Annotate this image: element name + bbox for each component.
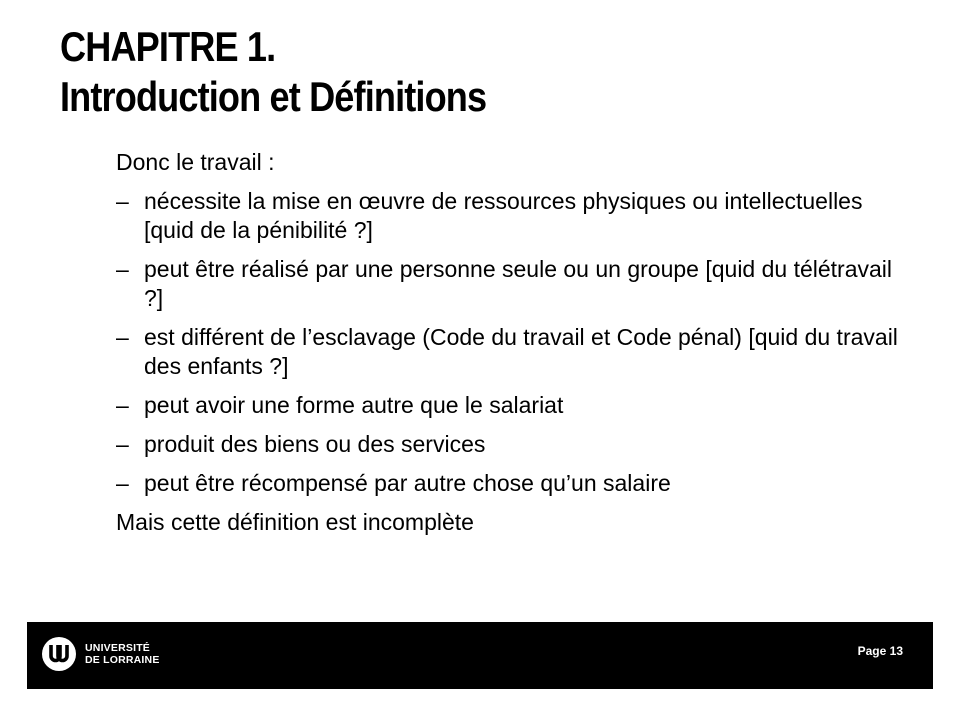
slide-title [60,22,486,122]
bullet-marker: – [116,431,129,457]
bullet-text: est différent de l’esclavage (Code du travail et Code pénal) [quid du travail des enfants ?] [144,324,898,379]
list-item [116,391,916,420]
bullet-marker: – [116,392,129,418]
universite-de-lorraine-logo-icon [41,636,77,672]
list-item [116,255,916,313]
university-name-line2: DE LORRAINE [85,654,160,666]
conclusion-text: Mais cette définition est incomplète [116,509,474,535]
bullet-marker: – [116,324,129,350]
page-number: Page 13 [857,644,903,658]
slide-title-chapter: CHAPITRE 1. [60,23,276,70]
bullet-text: peut être réalisé par une personne seule ou un groupe [quid du télétravail ?] [144,256,893,311]
university-name [85,642,160,666]
university-name-line1: UNIVERSITÉ [85,642,151,654]
footer-bar [27,622,933,689]
slide-title-subject: Introduction et Définitions [60,73,487,120]
list-item [116,469,916,498]
bullet-marker: – [116,470,129,496]
bullet-text: produit des biens ou des services [144,431,486,457]
bullet-marker: – [116,256,129,282]
bullet-marker: – [116,188,129,214]
bullet-text: peut avoir une forme autre que le salariat [144,392,564,418]
list-item [116,187,916,245]
slide-body [116,148,916,537]
list-item [116,430,916,459]
bullet-list [116,187,916,498]
intro-text: Donc le travail : [116,149,275,175]
list-item [116,323,916,381]
university-logo [41,636,160,672]
bullet-text: peut être récompensé par autre chose qu’un salaire [144,470,671,496]
bullet-text: nécessite la mise en œuvre de ressources physiques ou intellectuelles [quid de la pénibilité ?] [144,188,863,243]
